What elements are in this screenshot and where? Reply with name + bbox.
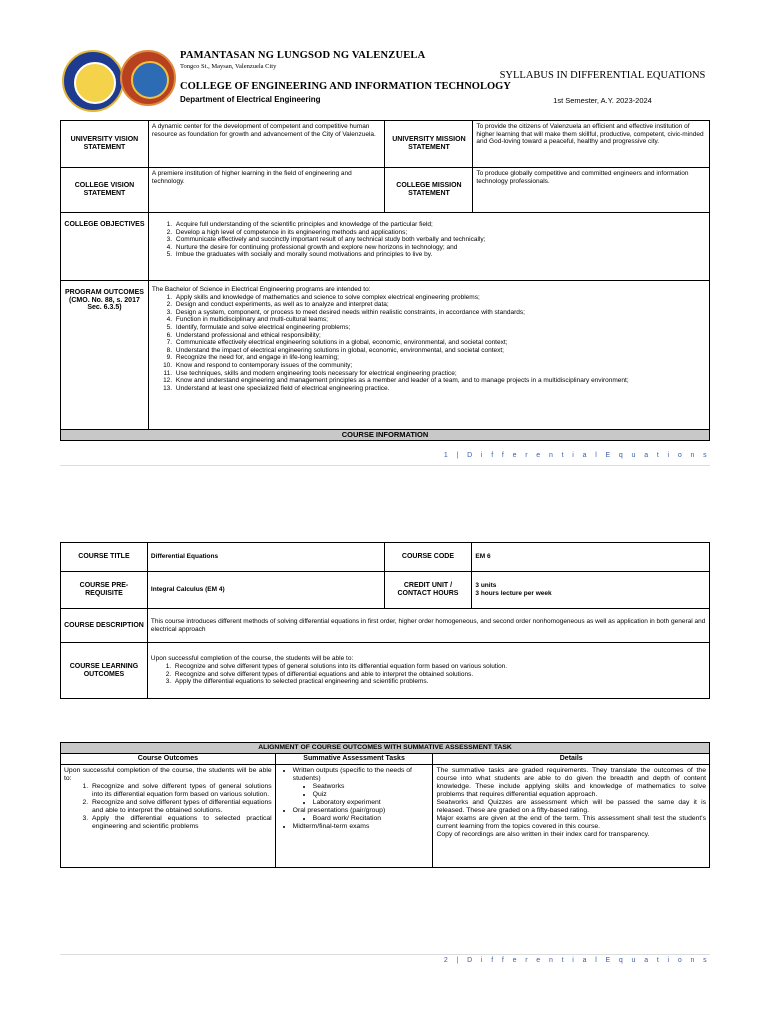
list-item: 1. Recognize and solve different types of general solutions into its differential equation form based on various solution.	[173, 663, 706, 671]
list-item: 11. Use techniques, skills and modern engineering tools necessary for electrical engineering practice;	[174, 370, 706, 378]
credit-units-value: 3 units	[475, 582, 497, 590]
column-header-course-outcomes: Course Outcomes	[61, 754, 276, 765]
college-mission-text: To produce globally competitive and committed engineers and information technology professionals.	[473, 168, 710, 213]
list-item: 5. Imbue the graduates with socially and morally sound motivations and principles to live by.	[174, 251, 706, 259]
university-mission-label: UNIVERSITY MISSION STATEMENT	[385, 121, 473, 168]
course-description-label: COURSE DESCRIPTION	[61, 609, 148, 643]
program-outcomes-list	[152, 294, 706, 393]
course-info-table	[60, 542, 710, 699]
course-outcomes-label: COURSE LEARNING OUTCOMES	[61, 643, 148, 699]
college-vision-text: A premiere institution of higher learning in the field of engineering and technology.	[148, 168, 385, 213]
college-name: COLLEGE OF ENGINEERING AND INFORMATION TECHNOLOGY	[180, 81, 511, 92]
course-title-label: COURSE TITLE	[61, 543, 148, 572]
college-vision-label: COLLEGE VISION STATEMENT	[61, 168, 149, 213]
details-paragraph: The summative tasks are graded requirements. They translate the outcomes of the course into what students are able to do given the breadth and depth of content knowledge. These include applying skills and knowledge of mathematics to solve problems that requires differential equation approach.	[436, 767, 706, 798]
contact-hours-value: 3 hours lecture per week	[475, 590, 552, 597]
list-item: • Quiz	[313, 791, 430, 799]
alignment-table	[60, 742, 710, 868]
list-item: 9. Recognize the need for, and engage in life-long learning;	[174, 354, 706, 362]
column-header-assessment-tasks: Summative Assessment Tasks	[275, 754, 433, 765]
list-item: 8. Understand the impact of electrical engineering solutions in global, economic, environmental, and societal context;	[174, 347, 706, 355]
course-outcomes-list	[151, 663, 706, 686]
course-prereq-label: COURSE PRE-REQUISITE	[61, 572, 148, 609]
list-item: 5. Identify, formulate and solve electrical engineering problems;	[174, 324, 706, 332]
college-mission-label: COLLEGE MISSION STATEMENT	[385, 168, 473, 213]
syllabus-title: SYLLABUS IN DIFFERENTIAL EQUATIONS	[499, 70, 706, 81]
list-item: 6. Understand professional and ethical responsibility;	[174, 332, 706, 340]
list-item: 2. Develop a high level of competence in its engineering methods and applications;	[174, 229, 706, 237]
credit-unit-label: CREDIT UNIT / CONTACT HOURS	[384, 572, 472, 609]
page-footer-1: 1 | D i f f e r e n t i a l E q u a t i o n s	[443, 452, 710, 459]
details-paragraph: Copy of recordings are also written in their index card for transparency.	[436, 831, 650, 838]
program-outcomes-intro: The Bachelor of Science in Electrical Engineering programs are intended to:	[151, 286, 371, 293]
details-paragraph: Seatworks and Quizzes are assessment which will be passed the same day it is released. These are graded on a fifty-based rating.	[436, 799, 706, 814]
list-item: 2. Recognize and solve different types of differential equations and able to interpret the obtained solutions.	[90, 799, 272, 815]
course-code-value: EM 6	[472, 543, 710, 572]
list-item: 13. Understand at least one specialized field of electrical engineering practice.	[174, 385, 706, 393]
semester-label: 1st Semester, A.Y. 2023-2024	[553, 96, 652, 105]
column-header-details: Details	[433, 754, 710, 765]
list-item: 1. Acquire full understanding of the scientific principles and knowledge of the particular field;	[174, 221, 706, 229]
list-item: 3. Apply the differential equations to selected practical engineering and scientific problems	[90, 815, 272, 831]
course-description-text: This course introduces different methods of solving differential equations in first order, higher order homogeneous, and second order nonhomogeneous as well as application in both general and electrical approach	[147, 609, 709, 643]
alignment-outcomes-intro: Upon successful completion of the course, the students will be able to:	[64, 767, 272, 782]
list-item: 3. Apply the differential equations to selected practical engineering and scientific problems.	[173, 678, 706, 686]
college-objectives-label: COLLEGE OBJECTIVES	[61, 213, 149, 281]
university-vision-text: A dynamic center for the development of competent and competitive human resource as foundation for growth and advancement of the City of Valenzuela.	[148, 121, 385, 168]
list-item: • Written outputs (specific to the needs of students) • Seatworks • Quiz • Laboratory experiment	[293, 767, 430, 807]
list-item: 3. Design a system, component, or process to meet desired needs within realistic constraints, in accordance with standards;	[174, 309, 706, 317]
university-vision-label: UNIVERSITY VISION STATEMENT	[61, 121, 149, 168]
college-seal-logo	[120, 50, 176, 106]
list-item: • Oral presentations (pair/group) • Board work/ Recitation	[293, 807, 430, 823]
course-prereq-value: Integral Calculus (EM 4)	[147, 572, 384, 609]
list-item: 1. Apply skills and knowledge of mathematics and science to solve complex electrical engineering problems;	[174, 294, 706, 302]
department-name: Department of Electrical Engineering	[180, 95, 321, 104]
list-item: • Board work/ Recitation	[313, 815, 430, 823]
list-item: 7. Communicate effectively electrical engineering solutions in a global, economic, environmental, and societal context;	[174, 339, 706, 347]
university-address: Tongco St., Maysan, Valenzuela City	[180, 63, 277, 70]
list-item: 3. Communicate effectively and succinctly important result of any technical study both verbally and technically;	[174, 236, 706, 244]
alignment-title: ALIGNMENT OF COURSE OUTCOMES WITH SUMMATIVE ASSESSMENT TASK	[61, 743, 710, 754]
program-outcomes-label: PROGRAM OUTCOMES (CMO. No. 88, s. 2017 Sec. 6.3.5)	[61, 281, 149, 430]
college-objectives-list	[152, 221, 706, 259]
course-information-header: COURSE INFORMATION	[61, 430, 710, 441]
course-outcomes-intro: Upon successful completion of the course, the students will be able to:	[150, 655, 354, 663]
vision-mission-table	[60, 120, 710, 441]
details-paragraph: Major exams are given at the end of the term. This assessment shall test the student's current learning from the topics covered in this course.	[436, 815, 706, 830]
assessment-tasks-list	[279, 767, 430, 831]
footer-divider	[60, 465, 710, 466]
university-name: PAMANTASAN NG LUNGSOD NG VALENZUELA	[180, 50, 426, 61]
page-footer-2: 2 | D i f f e r e n t i a l E q u a t i o n s	[443, 957, 710, 964]
list-item: 1. Recognize and solve different types of general solutions into its differential equation form based on various solution.	[90, 783, 272, 799]
list-item: 2. Recognize and solve different types of differential equations and able to interpret the obtained solutions.	[173, 671, 706, 679]
list-item: 2. Design and conduct experiments, as well as to analyze and interpret data;	[174, 301, 706, 309]
alignment-outcomes-list	[64, 783, 272, 831]
list-item: 12. Know and understand engineering and management principles as a member and leader of a team, and to manage projects in a multidisciplinary environment;	[174, 377, 706, 385]
list-item: • Seatworks	[313, 783, 430, 791]
university-mission-text: To provide the citizens of Valenzuela an efficient and effective institution of higher learning that will make them skillful, productive, competent, civic-minded and God-loving toward a peaceful, healthy and progressive city.	[473, 121, 710, 168]
list-item: 4. Nurture the desire for continuing professional growth and explore new horizons in technology; and	[174, 244, 706, 252]
course-code-label: COURSE CODE	[384, 543, 472, 572]
list-item: • Midterm/final-term exams	[293, 823, 430, 831]
list-item: 10. Know and respond to contemporary issues of the community;	[174, 362, 706, 370]
list-item: 4. Function in multidisciplinary and multi-cultural teams;	[174, 316, 706, 324]
footer-divider	[60, 954, 710, 955]
university-seal-logo	[62, 50, 124, 112]
course-title-value: Differential Equations	[147, 543, 384, 572]
list-item: • Laboratory experiment	[313, 799, 430, 807]
